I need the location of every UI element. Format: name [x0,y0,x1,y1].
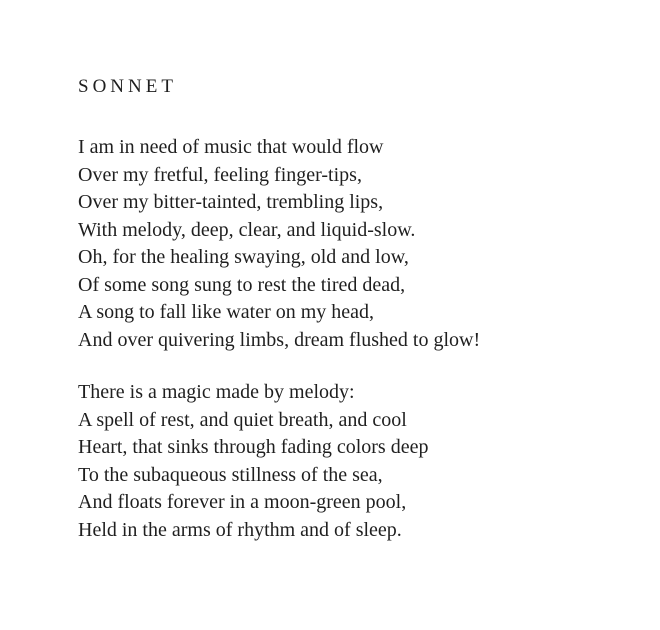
poem-line: Heart, that sinks through fading colors deep [78,436,429,458]
poem-line: Held in the arms of rhythm and of sleep. [78,518,402,541]
poem-line: Over my bitter-tainted, trembling lips, [78,191,384,213]
poem-line: To the subaqueous stillness of the sea, [78,463,383,486]
stanza-1 [78,134,610,354]
poem-line: A song to fall like water on my head, [78,301,375,323]
poem-line: With melody, deep, clear, and liquid-slow. [78,218,416,241]
poem-line: Over my fretful, feeling finger-tips, [78,163,362,186]
poem-line: A spell of rest, and quiet breath, and cool [78,408,407,431]
poem-line: And over quivering limbs, dream flushed to glow! [78,328,481,351]
poem-line: Of some song sung to rest the tired dead, [78,273,406,296]
poem-title: SONNET [78,76,177,97]
stanza-2 [78,379,610,544]
poem-line: Oh, for the healing swaying, old and low, [78,246,409,268]
poem-line: And floats forever in a moon-green pool, [78,491,407,513]
poem-line: There is a magic made by melody: [78,381,355,403]
poem-line: I am in need of music that would flow [78,136,384,158]
